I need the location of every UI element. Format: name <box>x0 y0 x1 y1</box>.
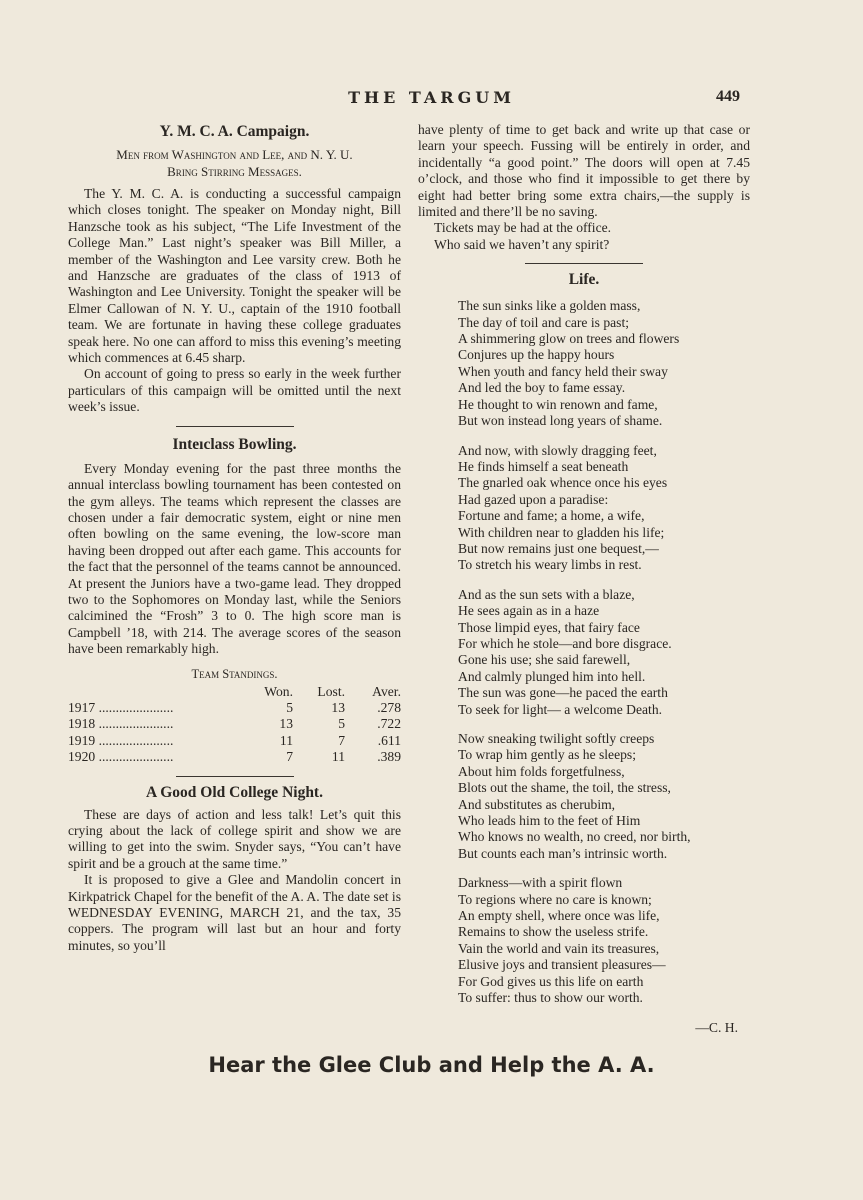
team-year: 1918 <box>68 716 96 732</box>
team-cell <box>68 716 247 732</box>
right-column <box>418 122 750 1036</box>
poem-line: Fortune and fame; a home, a wife, <box>458 508 645 524</box>
college-night-continued: have plenty of time to get back and write up that case or learn your speech. Fussing will be entirely in order, and incidentally “a good point.” The doors will open at 7.45 o’clock, and those who find it impossible to get there by eight had better bring some extra chairs,—the supply is limited and there’ll be no saving. <box>418 122 750 220</box>
section-divider <box>176 426 294 427</box>
poem-line: Who leads him to the feet of Him <box>458 813 641 829</box>
poem-stanza <box>458 443 750 574</box>
standings-row <box>68 700 401 716</box>
poem-line: To regions where no care is known; <box>458 891 652 907</box>
leader-dots: ...................... <box>98 699 174 715</box>
poem-line: For which he stole—and bore disgrace. <box>458 635 672 651</box>
bowling-title: Inteıclass Bowling. <box>172 435 297 453</box>
poem-line: Vain the world and vain its treasures, <box>458 940 660 956</box>
poem-stanza <box>458 731 750 862</box>
poem-line: Had gazed upon a paradise: <box>458 491 609 507</box>
poem-line: Elusive joys and transient pleasures— <box>458 957 666 973</box>
standings-team-header <box>68 684 247 700</box>
ymca-paragraph: On account of going to press so early in the week further particulars of this campaign will be omitted until the next week’s issue. <box>68 366 401 415</box>
bowling-paragraph: Every Monday evening for the past three months the annual interclass bowling tournament has been contested on the gym alleys. The teams which represent the classes are chosen under a fair democratic system, eight or nine men often bowling on the same evening, the low-score man having been dropped out after each game. This accounts for the fact that the personnel of the teams cannot be announced. At present the Juniors have a two-game lead. They dropped two to the Sophomores on Monday last, while the Seniors calcimined the “Frosh” 3 to 0. The high score man is Campbell ’18, with 214. The average scores of the season have been remarkably high. <box>68 460 401 657</box>
ymca-subtitle-line-1: Men from Washington and Lee, and N. Y. U. <box>116 147 353 162</box>
poem-line: The day of toil and care is past; <box>458 314 629 330</box>
team-year: 1919 <box>68 732 96 748</box>
college-night-paragraph: Tickets may be had at the office. <box>434 220 612 236</box>
poem-line: And calmly plunged him into hell. <box>458 668 646 684</box>
won-cell: 11 <box>279 732 293 748</box>
standings-row <box>68 716 401 732</box>
poem-line: The gnarled oak whence once his eyes <box>458 475 668 491</box>
lost-cell: 5 <box>338 716 345 732</box>
poem-line: A shimmering glow on trees and flowers <box>458 331 680 347</box>
page-number: 449 <box>716 88 740 105</box>
poem-line: Blots out the shame, the toil, the stress, <box>458 780 671 796</box>
poem-stanza <box>458 875 750 1006</box>
team-year: 1917 <box>68 699 96 715</box>
college-night-paragraph: Who said we haven’t any spirit? <box>434 236 610 252</box>
aver-cell: .278 <box>377 699 401 715</box>
poem-line: With children near to gladden his life; <box>458 524 665 540</box>
poem-line: About him folds forgetfulness, <box>458 763 625 779</box>
lost-cell: 7 <box>338 732 345 748</box>
section-divider <box>176 776 294 777</box>
poem-line: An empty shell, where once was life, <box>458 908 660 924</box>
leader-dots: ...................... <box>98 749 174 765</box>
poem-line: Who knows no wealth, no creed, nor birth, <box>458 829 691 845</box>
poem-stanza <box>458 587 750 718</box>
column-header-aver: Aver. <box>372 683 401 699</box>
standings-table <box>68 684 401 766</box>
poem-line: Darkness—with a spirit flown <box>458 875 623 891</box>
team-cell <box>68 733 247 749</box>
standings-row <box>68 749 401 765</box>
poem-line: The sun sinks like a golden mass, <box>458 298 641 314</box>
poem-line: When youth and fancy held their sway <box>458 363 668 379</box>
college-night-paragraph: It is proposed to give a Glee and Mandolin concert in Kirkpatrick Chapel for the benefit of the A. A. The date set is WEDNESDAY EVENING, MARCH 21, and the tax, 35 coppers. The program will last but an hour and forty minutes, so you’ll <box>68 872 401 953</box>
poem-line: Those limpid eyes, that fairy face <box>458 619 640 635</box>
poem-line: To seek for light— a welcome Death. <box>458 701 663 717</box>
won-cell: 5 <box>286 699 293 715</box>
poem-line: He thought to win renown and fame, <box>458 396 658 412</box>
ymca-subtitle-line-2: Bring Stirring Messages. <box>167 164 302 179</box>
aver-cell: .389 <box>377 749 401 765</box>
poem-line: And substitutes as cherubim, <box>458 796 616 812</box>
left-column <box>68 122 401 954</box>
poem-line: He sees again as in a haze <box>458 603 600 619</box>
lost-cell: 11 <box>331 749 345 765</box>
standings-row <box>68 733 401 749</box>
column-header-lost: Lost. <box>317 683 345 699</box>
leader-dots: ...................... <box>98 732 174 748</box>
poem-line: The sun was gone—he paced the earth <box>458 685 668 701</box>
ymca-paragraph: The Y. M. C. A. is conducting a successful campaign which closes tonight. The speaker on Monday night, Bill Hanzsche took as his subject, “The Life Investment of the College Man.” Last night’s speaker was Bill Miller, a member of the Washington and Lee varsity crew. Both he and Hanzsche are graduates of the class of 1913 of Washington and Lee University. Tonight the speaker will be Elmer Callowan of N. Y. U., captain of the 1910 football team. We are fortunate in having these college graduates speak here. No one can afford to miss this evening’s meeting which commences at 6.45 sharp. <box>68 186 401 366</box>
ymca-title: Y. M. C. A. Campaign. <box>159 123 310 140</box>
standings-title: Team Standings. <box>191 666 278 681</box>
poem-line: Remains to show the useless strife. <box>458 924 649 940</box>
poem-line: And led the boy to fame essay. <box>458 380 626 396</box>
college-night-paragraph: These are days of action and less talk! Let’s quit this crying about the lack of college spirit and show we are willing to get into the swim. Snyder says, “You can’t have spirit and be a grouch at the same time.” <box>68 806 401 871</box>
poem-line: To stretch his weary limbs in rest. <box>458 557 642 573</box>
aver-cell: .722 <box>377 716 401 732</box>
won-cell: 13 <box>279 716 293 732</box>
poem-line: But won instead long years of shame. <box>458 413 663 429</box>
poem-line: And as the sun sets with a blaze, <box>458 586 635 602</box>
poem-line: But now remains just one bequest,— <box>458 540 659 556</box>
team-year: 1920 <box>68 749 96 765</box>
standings-header-row <box>68 684 401 700</box>
ymca-subtitle <box>68 146 401 180</box>
column-header-won: Won. <box>264 683 293 699</box>
running-title: THE TARGUM <box>348 88 515 107</box>
team-cell <box>68 749 247 765</box>
poem-body <box>418 298 750 1006</box>
college-night-title: A Good Old College Night. <box>146 783 323 801</box>
aver-cell: .611 <box>377 732 401 748</box>
team-cell <box>68 700 247 716</box>
poem-signature: —C. H. <box>695 1019 738 1035</box>
poem-line: To wrap him gently as he sleeps; <box>458 747 636 763</box>
advertisement-banner: Hear the Glee Club and Help the A. A. <box>208 1053 655 1077</box>
poem-line: Conjures up the happy hours <box>458 347 615 363</box>
won-cell: 7 <box>286 749 293 765</box>
poem-line: Now sneaking twilight softly creeps <box>458 731 655 746</box>
poem-line: He finds himself a seat beneath <box>458 458 629 474</box>
poem-line: And now, with slowly dragging feet, <box>458 442 657 458</box>
poem-line: Gone his use; she said farewell, <box>458 652 631 668</box>
poem-line: For God gives us this life on earth <box>458 973 644 989</box>
leader-dots: ...................... <box>98 716 174 732</box>
poem-line: To suffer: thus to show our worth. <box>458 990 643 1006</box>
section-divider <box>525 263 643 264</box>
poem-stanza <box>458 298 750 429</box>
poem-title: Life. <box>568 271 600 289</box>
poem-line: But counts each man’s intrinsic worth. <box>458 845 668 861</box>
lost-cell: 13 <box>331 699 345 715</box>
